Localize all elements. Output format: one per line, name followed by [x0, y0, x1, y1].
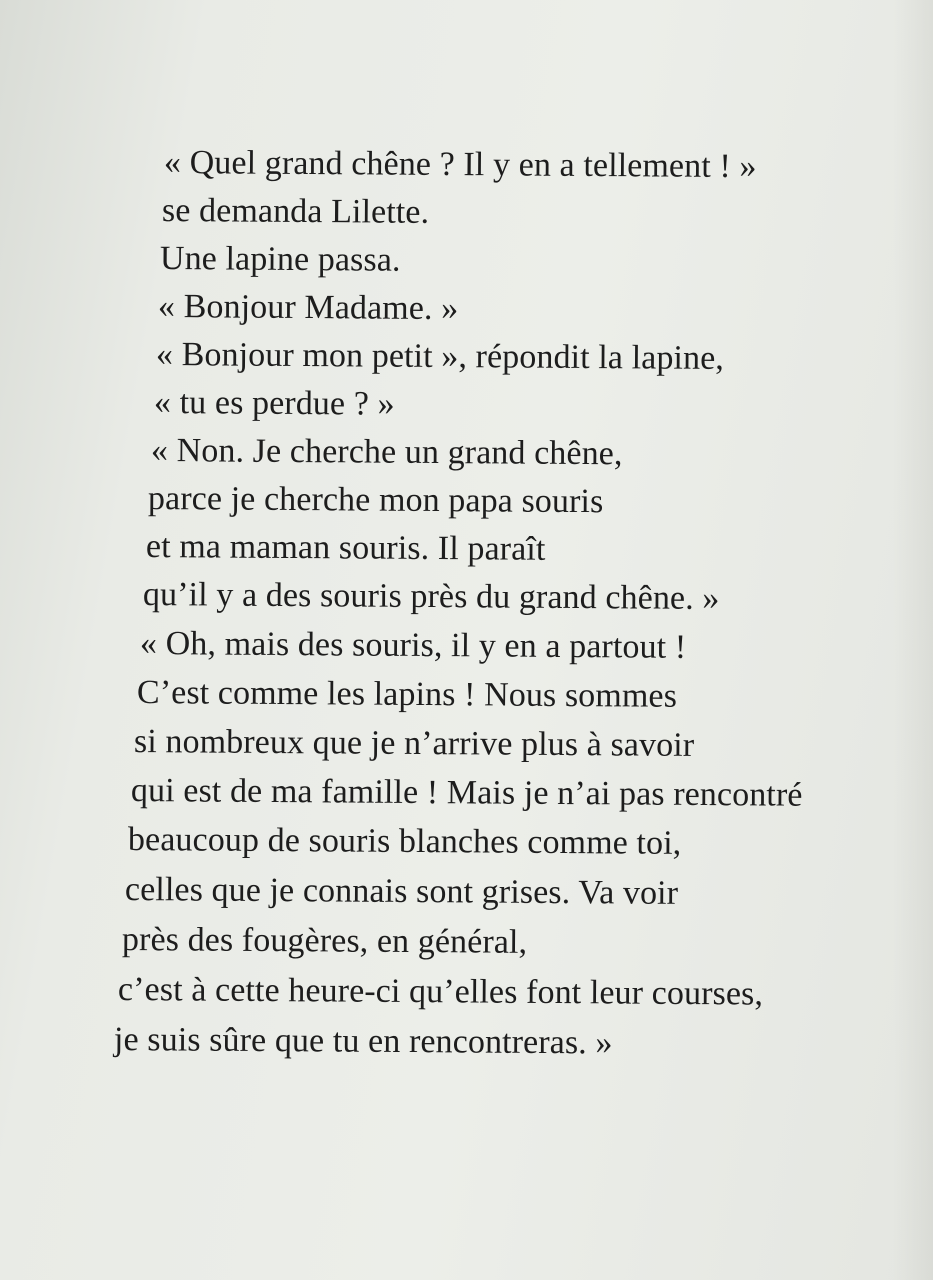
text-line: celles que je connais sont grises. Va voir	[124, 871, 679, 912]
text-line: Une lapine passa.	[159, 240, 401, 279]
text-line: se demanda Lilette.	[161, 192, 430, 231]
text-line: « Non. Je cherche un grand chêne,	[150, 432, 623, 473]
text-line: « tu es perdue ? »	[153, 384, 395, 423]
text-line: je suis sûre que tu en rencontreras. »	[113, 1021, 613, 1062]
text-line: qu’il y a des souris près du grand chêne. »	[142, 576, 720, 618]
text-line: et ma maman souris. Il paraît	[145, 528, 546, 568]
text-line: c’est à cette heure-ci qu’elles font leur courses,	[117, 971, 764, 1013]
text-line: beaucoup de souris blanches comme toi,	[127, 821, 682, 862]
text-line: « Quel grand chêne ? Il y en a tellement ! »	[163, 144, 757, 186]
text-line: qui est de ma famille ! Mais je n’ai pas rencontré	[130, 772, 803, 814]
text-line: près des fougères, en général,	[121, 921, 528, 961]
text-line: « Oh, mais des souris, il y en a partout !	[139, 625, 687, 666]
text-line: « Bonjour mon petit », répondit la lapine,	[155, 336, 725, 377]
text-line: parce je cherche mon papa souris	[147, 480, 604, 521]
text-line: « Bonjour Madame. »	[157, 288, 459, 328]
text-line: C’est comme les lapins ! Nous sommes	[136, 674, 678, 715]
text-line: si nombreux que je n’arrive plus à savoir	[133, 723, 695, 764]
